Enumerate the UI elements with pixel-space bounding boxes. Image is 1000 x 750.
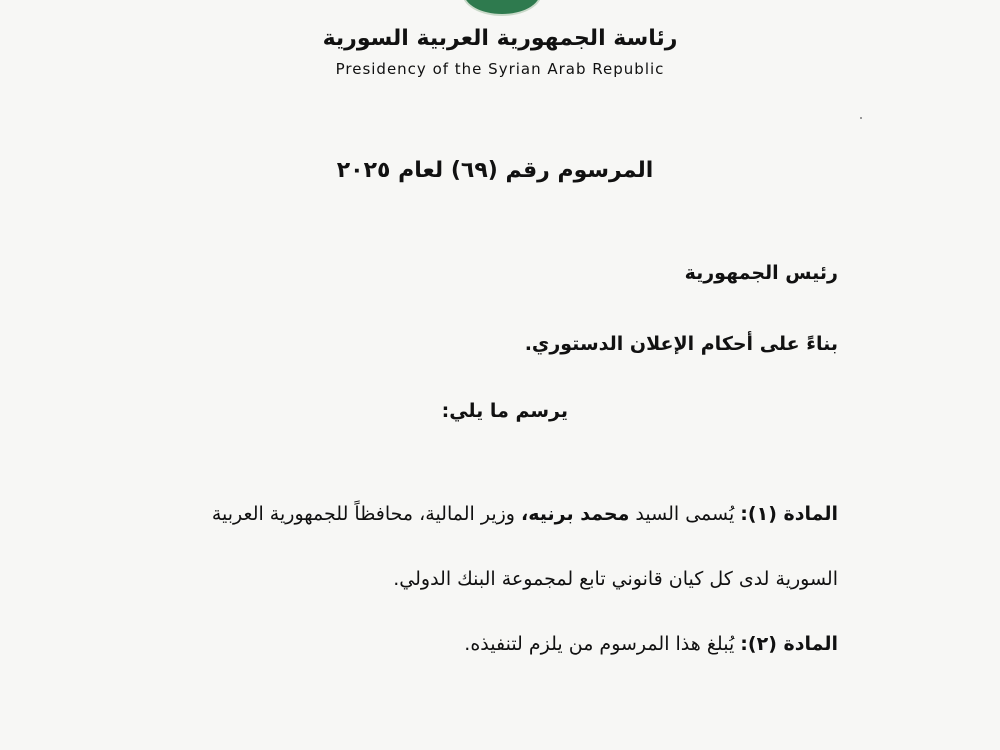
legal-basis: بناءً على أحكام الإعلان الدستوري.: [524, 333, 838, 355]
letterhead-arabic: رئاسة الجمهورية العربية السورية: [322, 26, 678, 51]
article-2-label: المادة (٢):: [740, 633, 838, 655]
issuer: رئيس الجمهورية: [684, 262, 838, 284]
letterhead-english: Presidency of the Syrian Arab Republic: [335, 60, 665, 78]
decree-clause: يرسم ما يلي:: [441, 400, 568, 422]
article-1-line-2: السورية لدى كل كيان قانوني تابع لمجموعة البنك الدولي.: [393, 568, 838, 590]
article-1: [212, 503, 838, 525]
state-emblem: [462, 0, 542, 16]
article-1-text-a: يُسمى السيد: [629, 503, 741, 525]
article-2-text: يُبلغ هذا المرسوم من يلزم لتنفيذه.: [464, 633, 741, 655]
article-1-label: المادة (١):: [740, 503, 838, 525]
article-1-text-b: وزير المالية، محافظاً للجمهورية العربية: [211, 503, 522, 525]
article-1-name: محمد برنيه،: [521, 503, 630, 525]
article-2: [464, 633, 838, 655]
decree-title: المرسوم رقم (٦٩) لعام ٢٠٢٥: [336, 158, 654, 183]
speck: [860, 117, 862, 119]
